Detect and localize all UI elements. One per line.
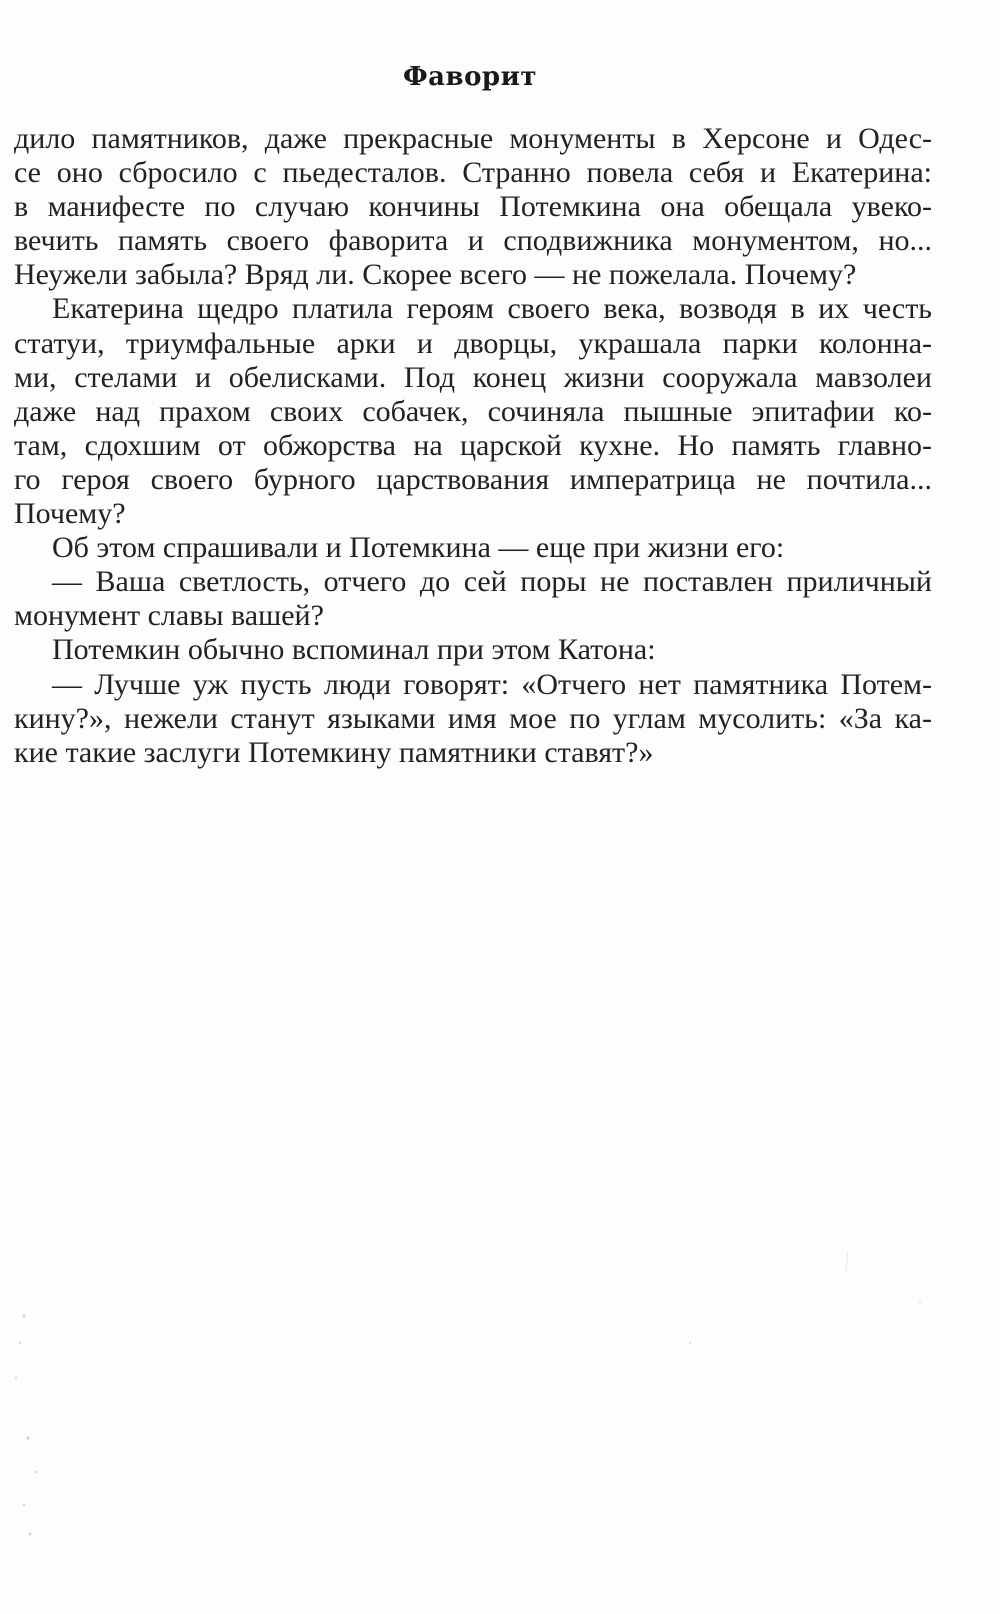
text-line: там, сдохшим от обжорства на царской кухне. Но память главно- xyxy=(14,428,932,462)
text-line: в манифесте по случаю кончины Потемкина она обещала увеко- xyxy=(14,190,932,224)
dialogue-line: — Лучше уж пусть люди говорят: «Отчего нет памятника Потем- xyxy=(52,667,932,701)
text-line: даже над прахом своих собачек, сочиняла пышные эпитафии ко- xyxy=(14,394,932,428)
paragraph-start-line: Екатерина щедро платила героям своего века, возводя в их честь xyxy=(52,292,932,326)
text-line: ми, стелами и обелисками. Под конец жизни сооружала мавзолеи xyxy=(14,360,932,394)
text-line: монумент славы вашей? xyxy=(14,599,324,633)
text-line: го героя своего бурного царствования императрица не почтила... xyxy=(14,462,932,496)
text-line: Почему? xyxy=(14,497,126,531)
text-line: Неужели забыла? Вряд ли. Скорее всего — не пожелала. Почему? xyxy=(14,258,857,292)
text-line: статуи, триумфальные арки и дворцы, украшала парки колонна- xyxy=(14,326,932,360)
text-line: се оно сбросило с пьедесталов. Странно повела себя и Екатерина: xyxy=(14,156,932,190)
paragraph-start-line: Потемкин обычно вспоминал при этом Катона: xyxy=(52,633,656,667)
running-head: Фаворит xyxy=(403,62,537,92)
text-line: вечить память своего фаворита и сподвижника монументом, но... xyxy=(14,224,932,258)
paragraph-start-line: Об этом спрашивали и Потемкина — еще при жизни его: xyxy=(52,531,785,565)
dialogue-line: — Ваша светлость, отчего до сей поры не поставлен приличный xyxy=(52,565,932,599)
text-line: кие такие заслуги Потемкину памятники ставят?» xyxy=(14,735,654,769)
text-line: дило памятников, даже прекрасные монументы в Херсоне и Одес- xyxy=(14,122,932,155)
text-line: кину?», нежели станут языками имя мое по углам мусолить: «За ка- xyxy=(14,701,932,735)
